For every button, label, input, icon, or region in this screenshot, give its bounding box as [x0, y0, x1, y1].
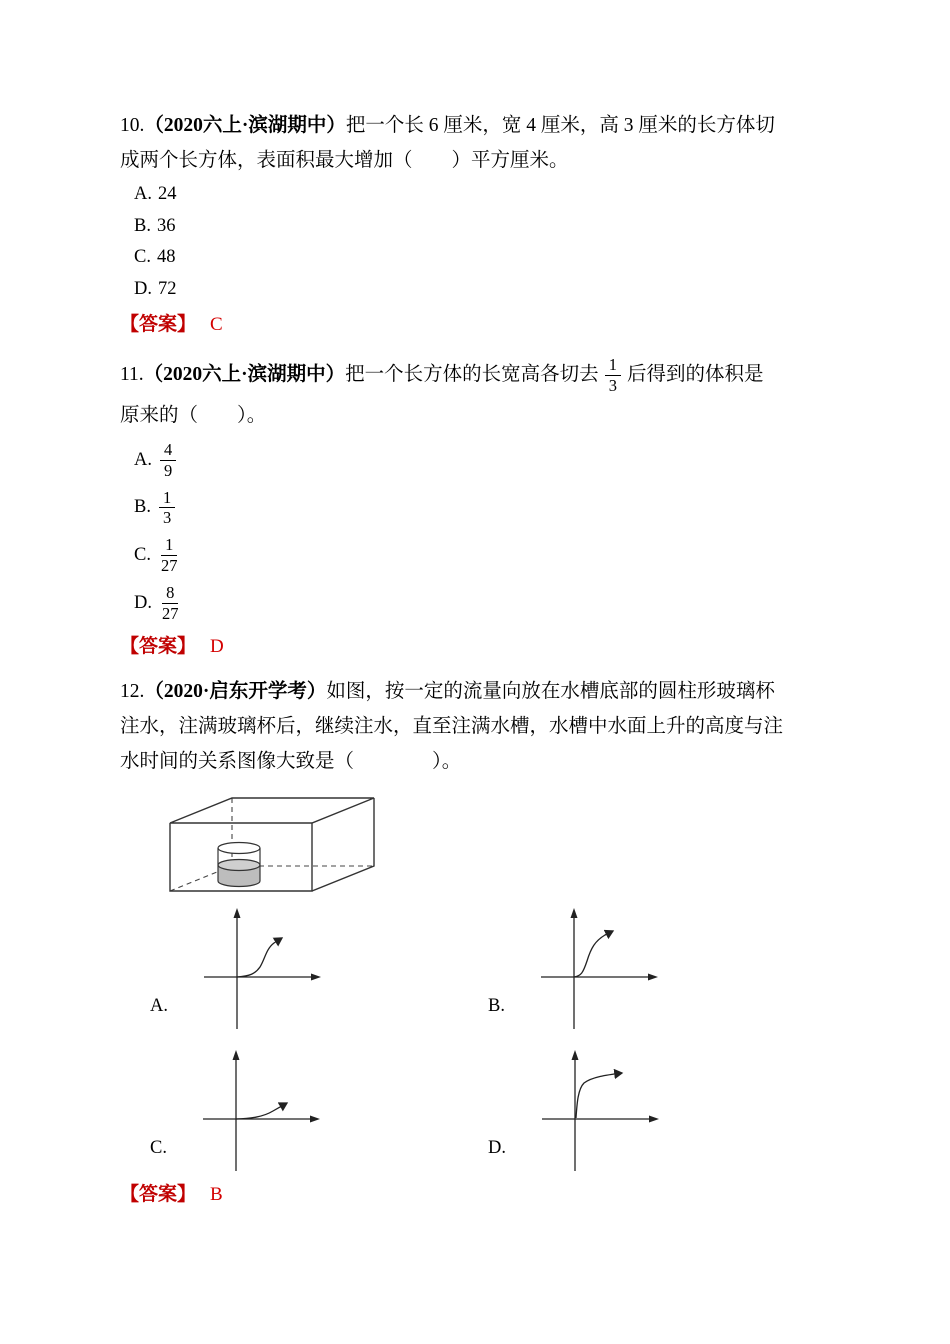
graph-options — [150, 905, 844, 1175]
option-label: C. — [134, 544, 151, 565]
question-11 — [120, 352, 844, 664]
question-source: （2020·启东开学考） — [144, 681, 327, 703]
option-row — [120, 274, 844, 306]
option-label: D. — [488, 1138, 506, 1159]
graph-d-steep-rise-then-flatten — [530, 1047, 665, 1175]
graph-b-flat-then-steep-then-gentle-rise — [529, 905, 664, 1033]
question-10-line2: 成两个长方体，表面积最大增加（ ）平方厘米。 — [120, 150, 569, 171]
answer-line — [120, 308, 844, 342]
figure-container — [160, 791, 844, 901]
document-content — [120, 108, 844, 1222]
fraction: $\frac{1}{3}$ — [605, 355, 621, 396]
option-label: B. — [134, 497, 151, 518]
question-10-options — [120, 179, 844, 305]
answer-letter: B — [210, 1184, 223, 1206]
question-10 — [120, 108, 844, 342]
option-row — [120, 488, 844, 529]
answer-label: 【答案】 — [120, 636, 197, 658]
graph-option-c — [150, 1047, 488, 1175]
question-11-line2: 原来的（ ）。 — [120, 405, 267, 426]
answer-label: 【答案】 — [120, 314, 197, 335]
question-text: 后得到的体积是 — [626, 364, 764, 385]
question-text: 把一个长方体的长宽高各切去 — [345, 364, 599, 385]
graph-option-d — [488, 1047, 826, 1175]
question-number: 10. — [120, 115, 145, 136]
option-row — [120, 440, 844, 481]
answer-letter: D — [210, 636, 224, 658]
question-text: 如图，按一定的流量向放在水槽底部的圆柱形玻璃杯 — [326, 681, 775, 703]
option-label: B. — [134, 215, 151, 236]
option-label: B. — [488, 996, 505, 1017]
answer-line — [120, 1178, 844, 1212]
option-row — [120, 211, 844, 243]
option-row — [120, 535, 844, 576]
question-11-options — [120, 440, 844, 623]
question-source: （2020六上·滨湖期中） — [143, 364, 346, 385]
option-value: 36 — [156, 215, 176, 236]
fraction: $\frac{8}{27}$ — [162, 582, 179, 623]
option-row — [120, 179, 844, 211]
option-label: C. — [150, 1138, 167, 1159]
option-label: D. — [134, 278, 152, 299]
answer-line — [120, 630, 844, 664]
option-label: C. — [134, 247, 151, 267]
option-value: 72 — [158, 278, 177, 299]
option-label: A. — [134, 449, 152, 470]
fraction: $\frac{1}{3}$ — [159, 488, 175, 529]
graph-option-a — [150, 905, 488, 1033]
question-12-line2: 注水，注满玻璃杯后，继续注水，直至注满水槽，水槽中水面上升的高度与注 — [120, 716, 784, 738]
tank-with-cylinder-figure — [160, 791, 385, 901]
graph-c-flat-then-gentle-straight-rise — [191, 1047, 326, 1175]
option-value: 48 — [156, 247, 176, 267]
option-row — [120, 583, 844, 624]
question-number: 11. — [120, 364, 144, 385]
question-source: （2020六上·滨湖期中） — [144, 115, 346, 136]
graph-option-b — [488, 905, 826, 1033]
option-label: D. — [134, 592, 152, 613]
question-12-line3: 水时间的关系图像大致是（ ）。 — [120, 751, 462, 773]
question-12-line1 — [120, 674, 844, 709]
fraction: $\frac{1}{27}$ — [160, 535, 178, 575]
answer-label: 【答案】 — [120, 1184, 197, 1206]
question-12 — [120, 674, 844, 1212]
option-row — [120, 242, 844, 274]
question-number: 12. — [120, 681, 145, 703]
fraction: $\frac{4}{9}$ — [160, 440, 176, 481]
option-label: A. — [134, 184, 152, 204]
option-value: 24 — [158, 184, 177, 204]
question-10-line1 — [120, 108, 844, 143]
question-11-line1 — [120, 352, 844, 398]
question-text: 把一个长 6 厘米，宽 4 厘米，高 3 厘米的长方体切 — [345, 115, 775, 136]
answer-letter: C — [210, 314, 223, 335]
graph-a-flat-then-concave-up-rise — [192, 905, 327, 1033]
option-label: A. — [150, 996, 168, 1017]
